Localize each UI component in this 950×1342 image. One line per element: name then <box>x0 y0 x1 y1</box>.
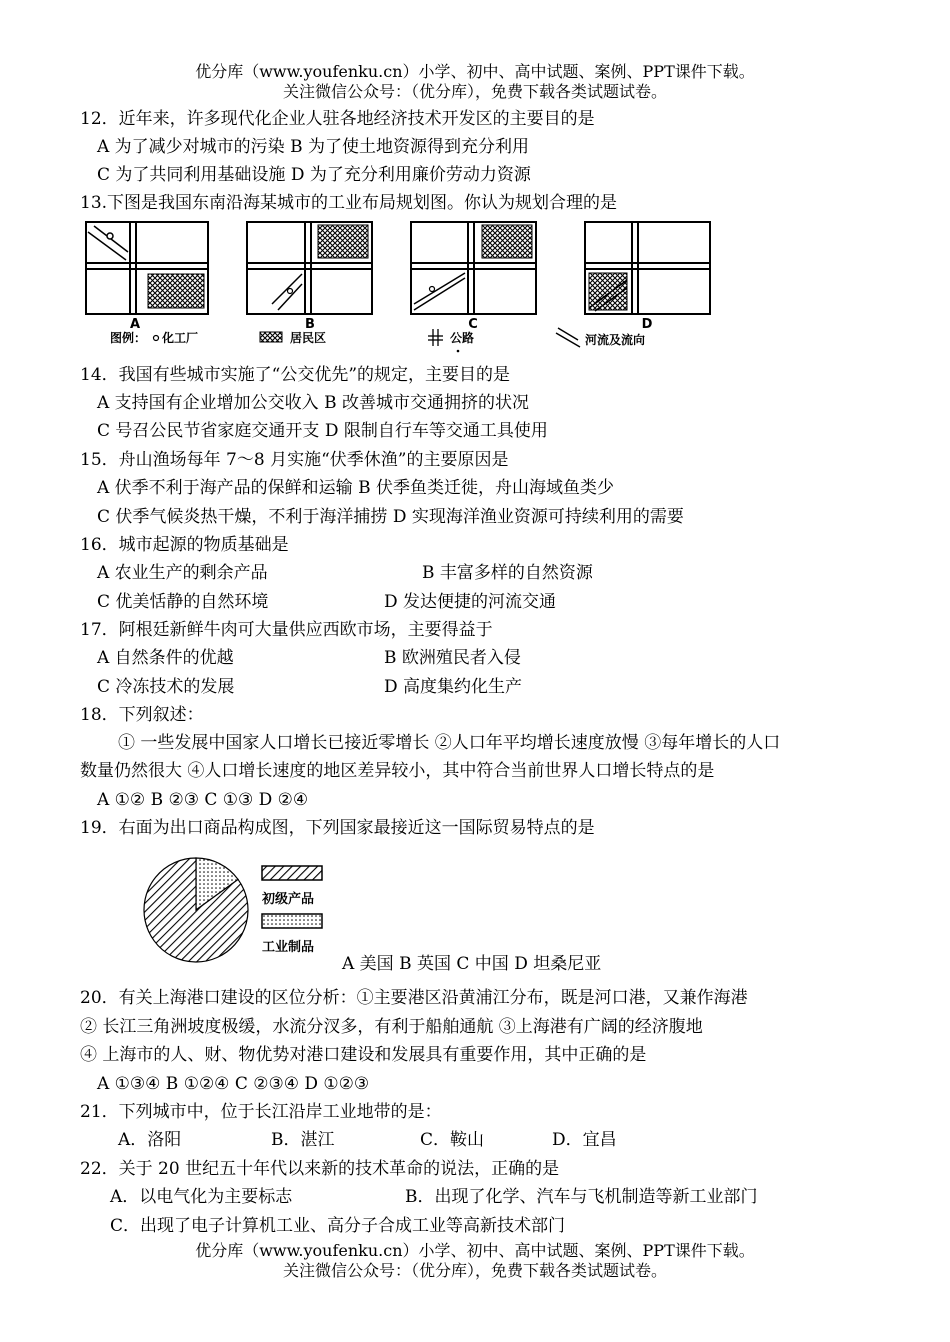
q12-stem: 12．近年来，许多现代化企业人驻各地经济技术开发区的主要目的是 <box>80 109 595 129</box>
footer-line-2: 关注微信公众号：（优分库），免费下载各类试题试卷。 <box>282 1261 667 1280</box>
q16-option-d: D 发达便捷的河流交通 <box>384 592 557 612</box>
figure-legend <box>110 328 645 352</box>
q17-stem: 17．阿根廷新鲜牛肉可大量供应西欧市场，主要得益于 <box>80 620 493 640</box>
river-icon <box>556 328 580 347</box>
panel-d <box>585 222 710 332</box>
legend-residential: 居民区 <box>290 331 327 345</box>
factory-icon <box>154 336 159 341</box>
q22-stem: 22．关于 20 世纪五十年代以来新的技术革命的说法，正确的是 <box>80 1159 560 1179</box>
q12-options-ab: A 为了减少对城市的污染 B 为了使土地资源得到充分利用 <box>97 137 529 157</box>
header-line-2: 关注微信公众号：（优分库），免费下载各类试题试卷。 <box>282 82 667 101</box>
header-line-1: 优分库（www.youfenku.cn）小学、初中、高中试题、案例、PPT课件下载。 <box>195 62 755 81</box>
q15-options-ab: A 伏季不利于海产品的保鲜和运输 B 伏季鱼类迁徙，舟山海域鱼类少 <box>97 478 614 498</box>
q15-options-cd: C 伏季气候炎热干燥，不利于海洋捕捞 D 实现海洋渔业资源可持续利用的需要 <box>97 507 684 527</box>
q20-stem: 20．有关上海港口建设的区位分析：①主要港区沿黄浦江分布，既是河口港，又兼作海港 <box>80 988 748 1008</box>
panel-d-label: D <box>641 317 653 332</box>
q22-option-a: A．以电气化为主要标志 <box>110 1187 293 1207</box>
q15-stem: 15．舟山渔场每年 7～8 月实施“伏季休渔”的主要原因是 <box>80 450 509 470</box>
q13-stem: 13.下图是我国东南沿海某城市的工业布局规划图。你认为规划合理的是 <box>80 193 618 213</box>
q19-pie-chart <box>138 850 338 970</box>
legend-road: 公路 <box>450 331 475 345</box>
legend-primary-label: 初级产品 <box>262 892 315 907</box>
panel-b-label: B <box>305 317 315 332</box>
q16-option-a: A 农业生产的剩余产品 <box>97 563 268 583</box>
q14-stem: 14．我国有些城市实施了“公交优先”的规定，主要目的是 <box>80 365 511 385</box>
panel-c <box>411 222 536 332</box>
residential-icon <box>260 332 282 342</box>
q17-option-b: B 欧洲殖民者入侵 <box>384 648 521 668</box>
legend-industrial-swatch <box>262 914 322 928</box>
q16-option-b: B 丰富多样的自然资源 <box>422 563 593 583</box>
q21-option-a: A．洛阳 <box>118 1130 182 1150</box>
panel-a-label: A <box>129 317 141 332</box>
q21-stem: 21．下列城市中，位于长江沿岸工业地带的是： <box>80 1102 442 1122</box>
q18-options: A ①② B ②③ C ①③ D ②④ <box>97 790 309 810</box>
footer-line-1: 优分库（www.youfenku.cn）小学、初中、高中试题、案例、PPT课件下载。 <box>195 1241 755 1260</box>
legend-industrial-label: 工业制品 <box>262 940 315 955</box>
q21-option-b: B．湛江 <box>271 1130 335 1150</box>
q22-option-b: B．出现了化学、汽车与飞机制造等新工业部门 <box>405 1187 758 1207</box>
q21-option-d: D．宜昌 <box>552 1130 617 1150</box>
q12-options-cd: C 为了共同利用基础设施 D 为了充分利用廉价劳动力资源 <box>97 165 531 185</box>
panel-a <box>86 222 208 332</box>
q18-stem: 18．下列叙述： <box>80 705 204 725</box>
q21-option-c: C．鞍山 <box>420 1130 485 1150</box>
q16-option-c: C 优美恬静的自然环境 <box>97 592 269 612</box>
legend-factory: 化工厂 <box>162 331 199 345</box>
panel-c-label: C <box>468 317 478 332</box>
q19-stem: 19．右面为出口商品构成图，下列国家最接近这一国际贸易特点的是 <box>80 818 595 838</box>
q17-option-c: C 冷冻技术的发展 <box>97 677 235 697</box>
q18-body-2: 数量仍然很大 ④人口增长速度的地区差异较小，其中符合当前世界人口增长特点的是 <box>80 761 715 781</box>
legend-river: 河流及流向 <box>585 333 646 347</box>
q16-stem: 16．城市起源的物质基础是 <box>80 535 289 555</box>
q20-options: A ①③④ B ①②④ C ②③④ D ①②③ <box>97 1074 370 1094</box>
q22-option-c: C．出现了电子计算机工业、高分子合成工业等高新技术部门 <box>110 1216 566 1236</box>
legend-title: 图例： <box>110 331 147 345</box>
q20-body-1: ② 长江三角洲坡度极缓，水流分汊多，有利于船舶通航 ③上海港有广阔的经济腹地 <box>80 1017 703 1037</box>
q14-options-cd: C 号召公民节省家庭交通开支 D 限制自行车等交通工具使用 <box>97 421 548 441</box>
legend-primary-swatch <box>262 866 322 880</box>
q19-options: A 美国 B 英国 C 中国 D 坦桑尼亚 <box>342 954 602 974</box>
q18-body-1: ① 一些发展中国家人口增长已接近零增长 ②人口年平均增长速度放慢 ③每年增长的人口 <box>118 733 781 753</box>
q17-option-d: D 高度集约化生产 <box>384 677 523 697</box>
q17-option-a: A 自然条件的优越 <box>97 648 234 668</box>
panel-b <box>247 222 372 332</box>
q20-body-2: ④ 上海市的人、财、物优势对港口建设和发展具有重要作用，其中正确的是 <box>80 1045 647 1065</box>
q14-options-ab: A 支持国有企业增加公交收入 B 改善城市交通拥挤的状况 <box>97 393 529 413</box>
q13-layout-figure <box>80 218 720 358</box>
